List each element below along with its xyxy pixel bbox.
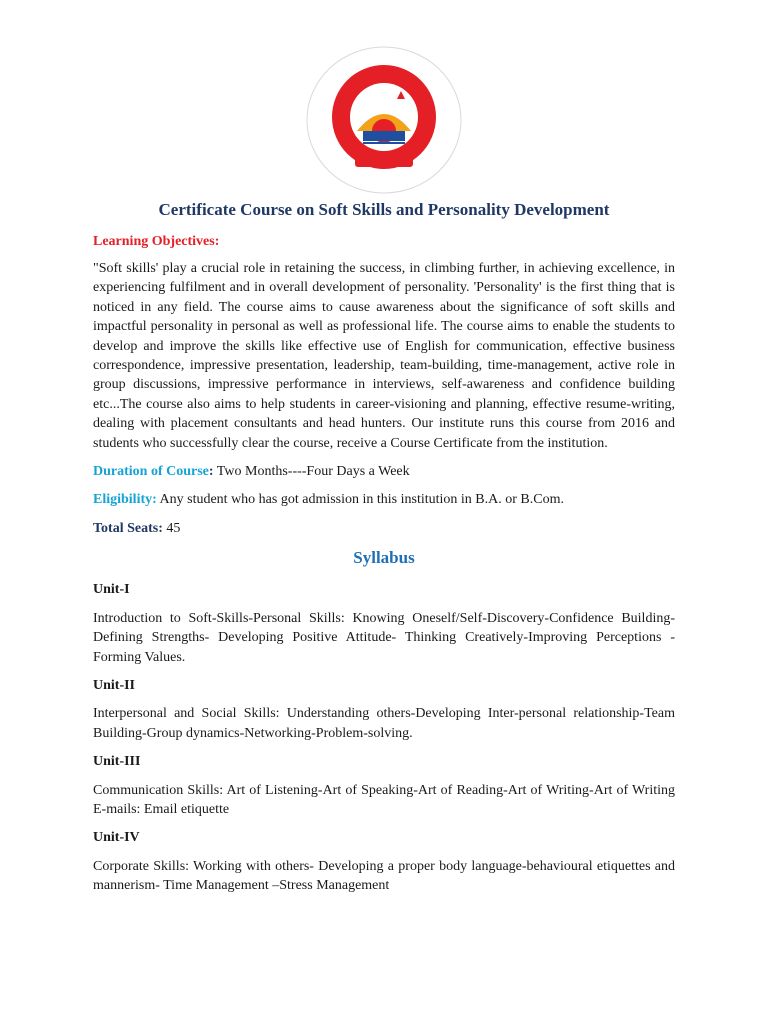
eligibility-value: Any student who has got admission in this institution in B.A. or B.Com. xyxy=(156,492,564,508)
page-title: Certificate Course on Soft Skills and Personality Development xyxy=(158,200,610,219)
unit-description: Interpersonal and Social Skills: Understanding others-Developing Inter-personal relationship-Team Building-Group dynamics-Networking-Problem-solving. xyxy=(93,706,675,741)
unit-description: Introduction to Soft-Skills-Personal Skills: Knowing Oneself/Self-Discovery-Confidence Building- Defining Strengths- Developing Positive Attitude- Thinking Creatively-Improving Perceptions -Forming Values. xyxy=(93,610,675,665)
seats-value: 45 xyxy=(162,520,181,536)
objectives-paragraph: "Soft skills' play a crucial role in retaining the success, in climbing further, in achieving excellence, in experiencing fulfilment and in overall development of personality. 'Personality' is the first thing that is noticed in any field. The course aims to cause awareness about the significance of soft skills and impactful personality in personal as well as professional life. The course aims to enable the students to develop and improve the skills like effective use of English for communication, effective business correspondence, impressive presentation, leadership, team-building, time-management, active role in group discussions, impressive performance in interviews, self-awareness and confidence building etc...The course also aims to help students in career-visioning and planning, effective resume-writing, dealing with placement consultants and head hunters. Our institute runs this course from 2016 and students who successfully clear the course, receive a Course Certificate from the institution. xyxy=(93,261,675,451)
seats-line xyxy=(93,519,675,538)
unit-title: Unit-II xyxy=(93,677,136,693)
unit-title: Unit-I xyxy=(93,582,130,598)
unit-title: Unit-IV xyxy=(93,830,140,846)
document-body xyxy=(93,232,675,905)
duration-colon: : xyxy=(208,464,214,480)
eligibility-line xyxy=(93,490,675,509)
seats-label: Total Seats: xyxy=(93,520,163,536)
eligibility-label: Eligibility: xyxy=(93,492,157,508)
college-seal-icon xyxy=(305,45,463,195)
duration-line xyxy=(93,462,675,481)
syllabus-heading: Syllabus xyxy=(353,548,415,568)
duration-value: Two Months----Four Days a Week xyxy=(213,464,410,480)
duration-label: Duration of Course xyxy=(93,464,209,480)
unit-description: Communication Skills: Art of Listening-Art of Speaking-Art of Reading-Art of Writing-Art of Writing E-mails: Email etiquette xyxy=(93,782,675,817)
objectives-heading: Learning Objectives: xyxy=(93,234,220,249)
college-logo xyxy=(305,45,463,195)
unit-title: Unit-III xyxy=(93,754,141,770)
unit-description: Corporate Skills: Working with others- Developing a proper body language-behavioural etiquettes and mannerism- Time Management –Stress Management xyxy=(93,858,675,894)
